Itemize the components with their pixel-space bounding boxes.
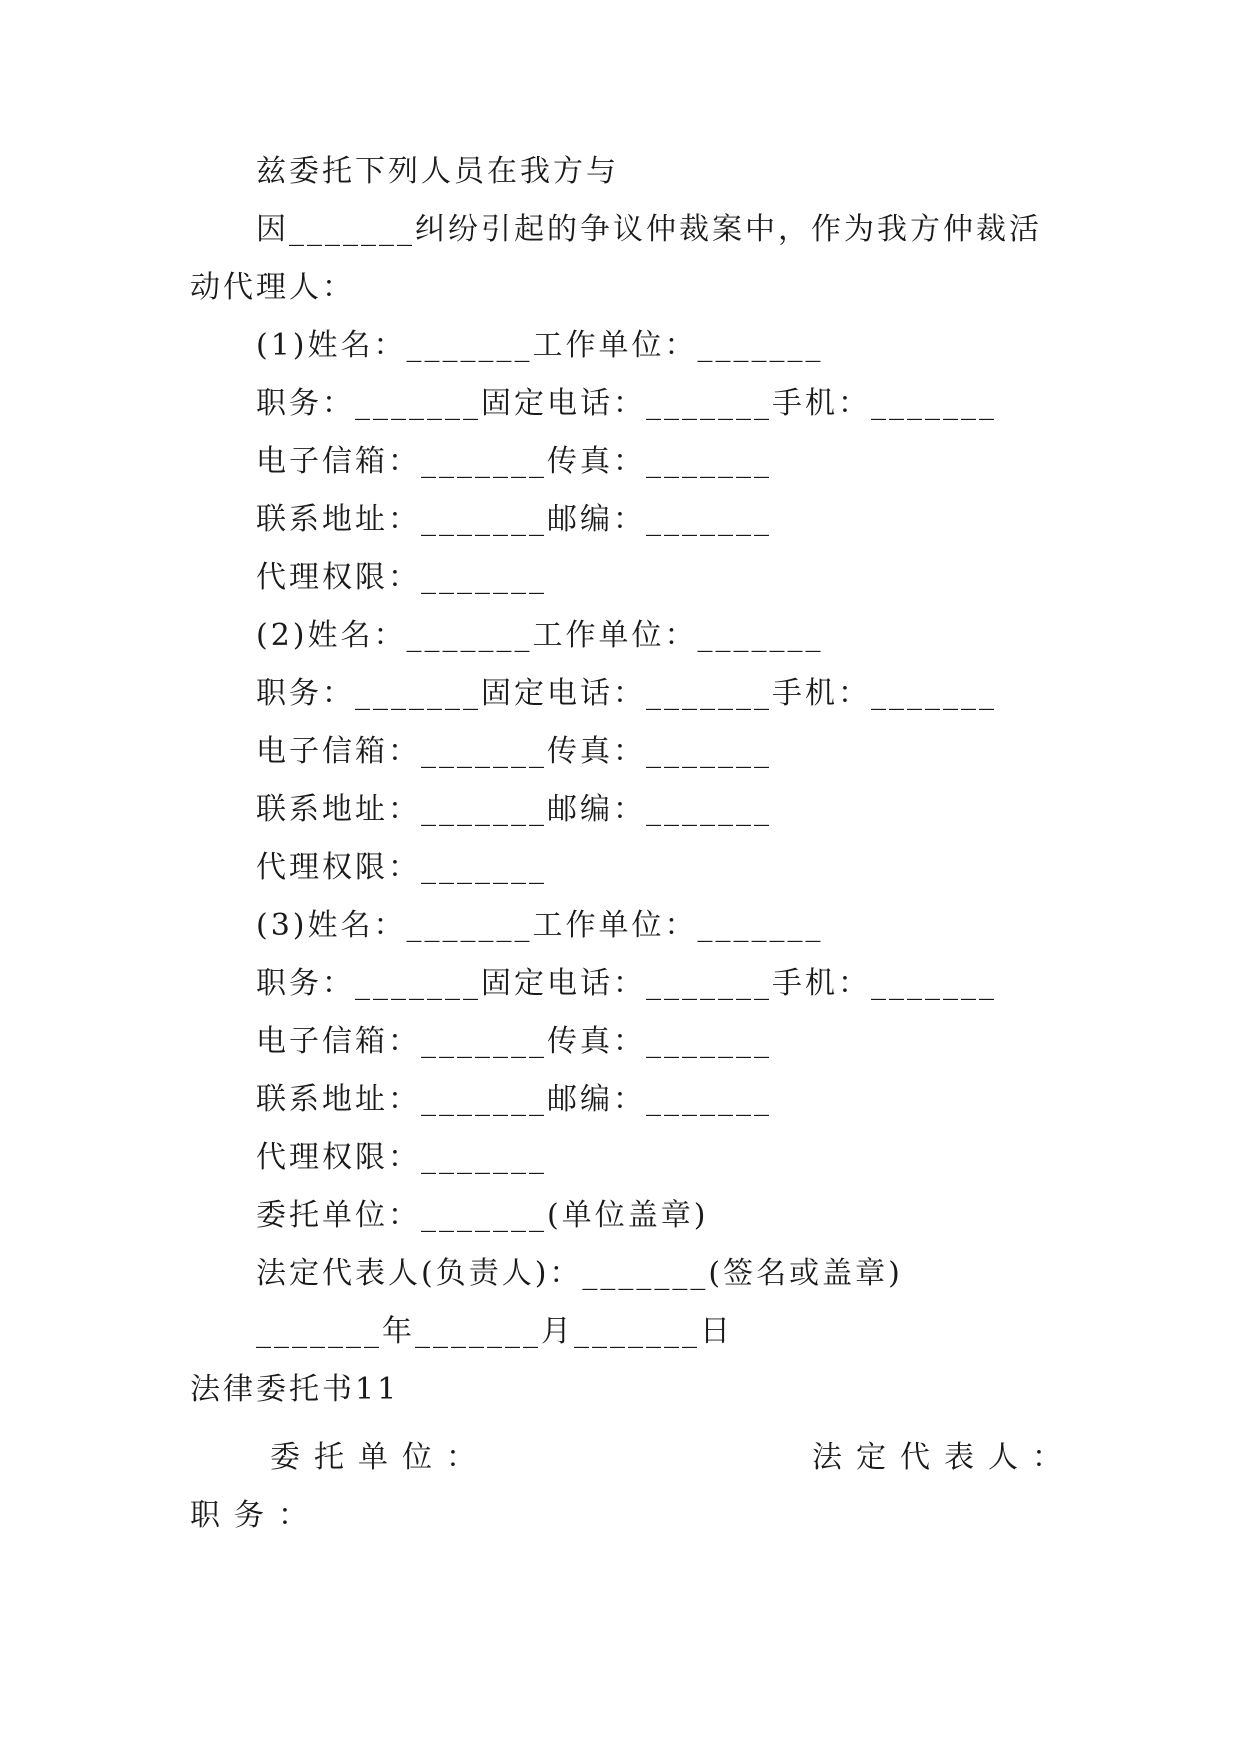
agent-1-name-line: (1)姓名：_______工作单位：_______: [256, 328, 824, 363]
agent-2-name-line: (2)姓名：_______工作单位：_______: [256, 618, 824, 653]
position-label: 职务：: [190, 1498, 322, 1533]
section-title: 法律委托书11: [190, 1372, 400, 1407]
client-unit-line: 委托单位：_______(单位盖章): [256, 1198, 709, 1233]
agent-2-title-line: 职务：_______固定电话：_______手机：_______: [256, 676, 997, 711]
date-line: _______年_______月_______日: [256, 1314, 733, 1349]
intro-line-1: 兹委托下列人员在我方与: [256, 154, 619, 189]
agent-1-email-line: 电子信箱：_______传真：_______: [256, 444, 772, 479]
agent-2-address-line: 联系地址：_______邮编：_______: [256, 792, 772, 827]
form-left-label: 委托单位：: [270, 1440, 490, 1475]
agent-3-name-line: (3)姓名：_______工作单位：_______: [256, 908, 824, 943]
agent-1-authority-line: 代理权限：_______: [256, 560, 547, 595]
agent-1-title-line: 职务：_______固定电话：_______手机：_______: [256, 386, 997, 421]
legal-rep-line: 法定代表人(负责人)：_______(签名或盖章): [256, 1256, 903, 1291]
intro-line-2: 因_______纠纷引起的争议仲裁案中，作为我方仲裁活: [256, 212, 1042, 247]
intro-line-3: 动代理人：: [190, 270, 355, 305]
agent-3-email-line: 电子信箱：_______传真：_______: [256, 1024, 772, 1059]
agent-3-title-line: 职务：_______固定电话：_______手机：_______: [256, 966, 997, 1001]
agent-2-email-line: 电子信箱：_______传真：_______: [256, 734, 772, 769]
agent-1-address-line: 联系地址：_______邮编：_______: [256, 502, 772, 537]
agent-2-authority-line: 代理权限：_______: [256, 850, 547, 885]
form-right-label: 法定代表人：: [812, 1440, 1076, 1475]
agent-3-authority-line: 代理权限：_______: [256, 1140, 547, 1175]
agent-3-address-line: 联系地址：_______邮编：_______: [256, 1082, 772, 1117]
